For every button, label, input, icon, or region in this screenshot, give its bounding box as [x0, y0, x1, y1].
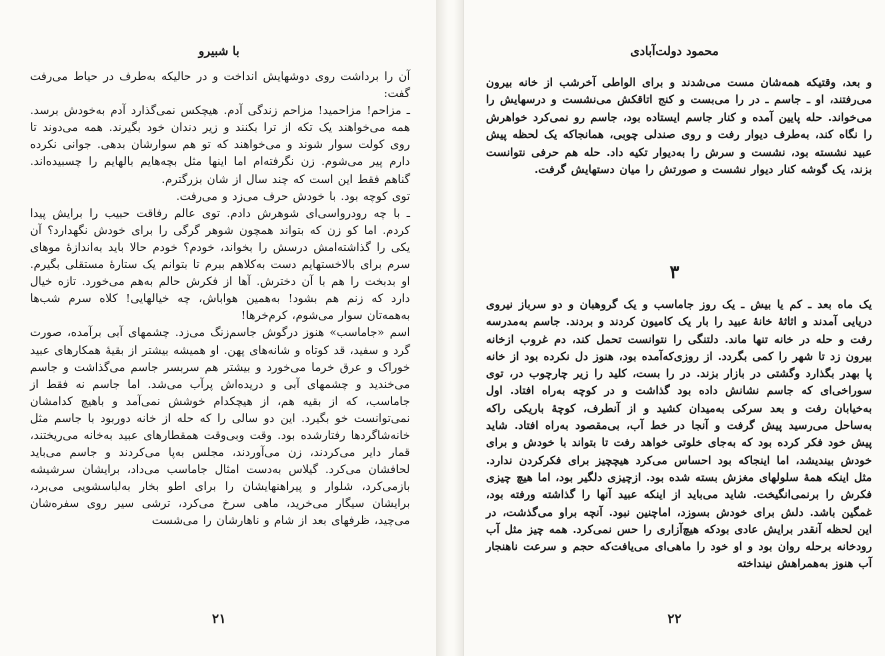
left-paragraph-5: اسم «جاماسب» هنوز درگوش جاسم‌زنگ می‌زد. چشمهای آبی برآمده، صورت گرد و سفید، قد کوتاه و شانه‌های پهن. او همیشه بیشتر از بقیهٔ همکارهای عبید خوراک و عرق خرما می‌خورد و بیشتر هم سربسر جاسم می‌گذاشت و جاسم می‌خندید و چشمهای آبی و دریده‌اش پرآب می‌شد. اما جاسم نه فقط از جاماسب، که از بقیه هم، از هیچکدام خوشش نمی‌آمد و باهیچ کدامشان نمی‌توانست خو بگیرد. این دو سالی را که حله از خانه دوربود با جاسم مثل خانه‌شاگردها رفتارشده بود. وقت وبی‌وقت همقطارهای عبید به‌خانه می‌ریختند، قمار دایر می‌کردند، زن می‌آوردند، مجلس به‌پا می‌کردند و جاسم می‌باید لحافشان می‌کرد. گیلاس به‌دست امثال جاماسب می‌داد، برایشان سرشیشه بازمی‌کرد، شلوار و پیراهنهایشان را برای اطو بخار به‌لباسشویی می‌برد، برایشان سیگار می‌خرید، ماهی سرخ می‌کرد، ترشی سیر روی سفره‌شان می‌چید، ظرفهای بعد از شام و ناهارشان را می‌شست — [30, 325, 410, 528]
right-page-number: ۲۲ — [667, 612, 682, 627]
right-running-head: محمود دولت‌آبادی — [630, 44, 719, 58]
left-paragraph-3: توی کوچه بود. با خودش حرف می‌زد و می‌رفت. — [176, 188, 410, 203]
left-page — [0, 0, 438, 656]
left-paragraph-1: آن را برداشت روی دوشهایش انداخت و در حالیکه به‌طرف در حیاط می‌رفت گفت: — [30, 69, 410, 101]
left-body-text — [30, 68, 410, 530]
right-paragraph-2: یک ماه بعد ـ کم یا بیش ـ یک روز جاماسب و یک گروهبان و دو سرباز نیروی دریایی آمدند و اثاثهٔ خانهٔ عبید را بار یک کامیون کردند و بردند. جاسم به‌مدرسه رفت و حله در خانه تنها ماند. دلتنگی را نتوانست تحمل کند، دم غروب ازخانه بیرون زد تا شهر را کمی بگردد. از روزی‌که‌آمده بود، هنوز دل نکرده بود از خانه پا بهدر بگذارد وگشتی در بازار بزند. در را بست، کلید را زیر چارچوب در، توی سوراخی‌ای که جاسم نشانش داده بود گذاشت و در کوچه به‌راه افتاد. اول به‌خیابان رفت و بعد سرکی به‌میدان کشید و از آنطرف، کوچهٔ باریکی راکه به‌ساحل می‌رسید پیش گرفت و آنجا در خط آب، بی‌مقصود به‌راه افتاد. شاید پیش خود فکر کرده بود که به‌جای خلوتی خواهد رفت تا بتواند با خودش و برای خودش بیندیشد، اما اینجاکه بود احساس می‌کرد هیچچیز برای فکرکردن ندارد. مثل اینکه همهٔ سلولهای مغزش بسته شده بود. ازچیزی دلگیر بود، اما هیچ چیزی فکرش را برنمی‌انگیخت. شاید می‌باید از اینکه عبید آنها را گذاشته ورفته بود، غمگین باشد. دلش برای خودش بسوزد، اماچنین نبود. آنچه براو می‌گذشت، در این لحظه آنقدر برایش عادی بودکه هیچ‌آزاری را حس نمی‌کرد. همه چیز مثل آب رودخانه برحله روان بود و او خود را ماهی‌ای می‌یافت‌که حجم و سرعت ناهنجار آب هنوز به‌همراهش نینداخته — [486, 297, 872, 571]
left-paragraph-2: ـ مزاحم! مزاحمید! مزاحم زندگی آدم. هیچکس نمی‌گذارد آدم به‌خودش برسد. همه می‌خواهند یک تکه از ترا بکنند و زیر دندان خود بگیرند. همه می‌دوند تا روی کولت سوار شوند و می‌خواهند که تو هم سوارشان بدهی. جوانی نکرده دارم پیر می‌شوم. زن نگرفته‌ام اما اینها مثل بچه‌هایم بالهایم را چسبیده‌اند. گناهم فقط این است که چند سال از شان بزرگترم. — [30, 103, 410, 186]
right-body-text-bottom — [486, 296, 872, 573]
left-page-number: ۲۱ — [212, 612, 226, 627]
book-gutter — [436, 0, 466, 656]
left-paragraph-4: ـ با چه رودرواسی‌ای شوهرش دادم. توی عالم رفاقت حبیب را برایش پیدا کردم. اما کو زن که بتواند همچون شوهر گرگی را برای خودش نگهدارد؟ آن یکی را گذاشته‌امش درسش را بخواند، خودم؟ خودم حالا باید به‌اندازهٔ موهای سرم برای بالاخستهایم دست به‌کلاهم ببرم تا بتوانم یک ستارهٔ مستقلی بگیرم. او بدبخت را هم با آن دخترش. آها از فکرش حالم به‌هم می‌خورد. تازه خیال دارد که زنم هم بشود! به‌همین هواباش، چه خیالهایی! کلاه سرم شب‌ها به‌همه‌تان سوار می‌شوم، کرم‌خرها! — [30, 205, 410, 323]
right-page — [464, 0, 885, 656]
left-running-head: با شبیرو — [198, 44, 240, 58]
right-body-text-top — [486, 74, 872, 178]
right-paragraph-1: و بعد، وقتیکه همه‌شان مست می‌شدند و برای الواطی آخرشب از خانه بیرون می‌رفتند، او ـ جاسم ـ در را می‌بست و کنج اتاقکش می‌نشست و درسهایش را می‌خواند. حله پایین آمده و کنار جاسم ایستاده بود، جاسم رو نمی‌کرد خواهرش را نگاه کند، به‌طرف دیوار رفت و روی صندلی چوبی، همانجاکه یک لحظه پیش عبید نشسته بود، نشست و سرش را به‌دیوار تکیه داد. حله هم حرفی نتوانست بزند، یک گوشه کنار دیوار نشست و صورتش را میان دستهایش گرفت. — [486, 75, 872, 177]
chapter-number: ۳ — [669, 262, 680, 283]
